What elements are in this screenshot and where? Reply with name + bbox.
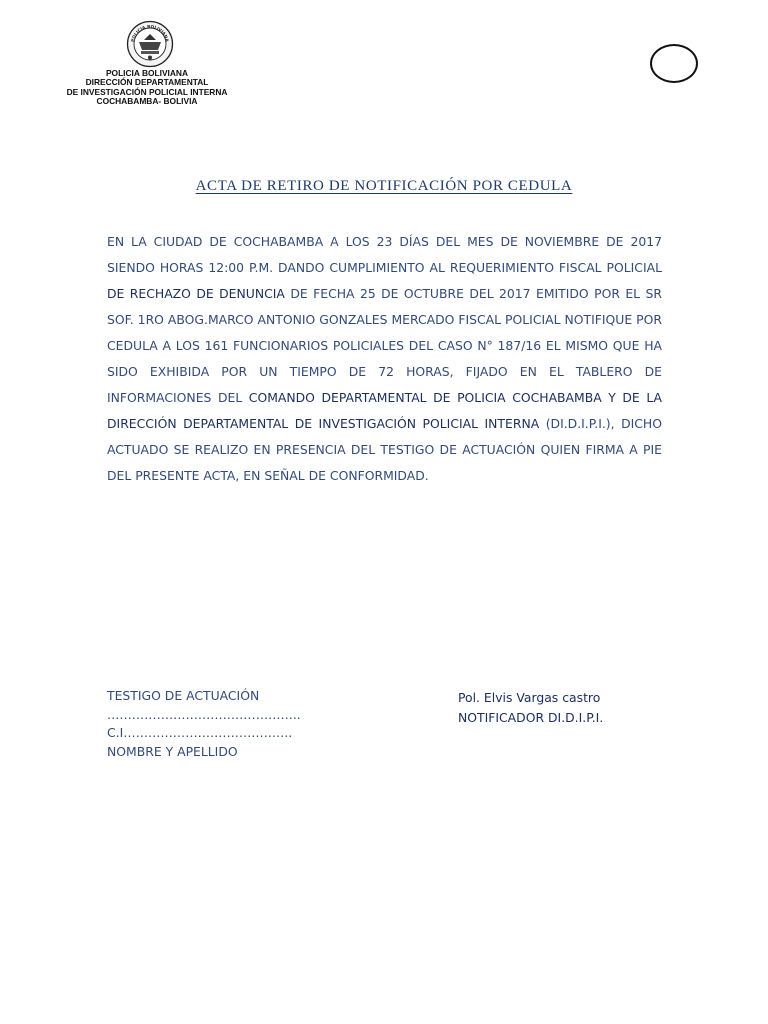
notifier-signature-block [458,688,678,727]
header-line: DE INVESTIGACIÓN POLICIAL INTERNA [66,86,228,97]
body-segment: DE FECHA 25 DE OCTUBRE DEL 2017 EMITIDO POR EL SR SOF. 1RO ABOG.MARCO ANTONIO GONZALES MERCADO FISCAL POLICIAL NOTIFIQUE POR CEDULA A LOS 161 FUNCIONARIOS POLICIALES DEL CASO N° 187/16 EL MISMO QUE HA SIDO EXHIBIDA POR UN TIEMPO DE 72 HORAS, FIJADO EN EL TABLERO DE INFORMACIONES DEL [107,286,662,405]
body-segment: (DI.D.I.P.I.), DICHO ACTUADO SE REALIZO EN PRESENCIA DEL TESTIGO DE ACTUACIÓN QUIEN FIRMA A PIE DEL PRESENTE ACTA, EN SEÑAL DE CONFORMIDAD. [107,416,662,483]
header-line: COCHABAMBA- BOLIVIA [96,96,198,107]
signature-line: ……………………………………….. [107,706,301,722]
witness-signature-block [107,687,347,762]
header-line: DIRECCIÓN DEPARTAMENTAL [85,77,209,88]
body-segment: EN LA CIUDAD DE COCHABAMBA A LOS 23 DÍAS DEL MES DE NOVIEMBRE DE 2017 SIENDO HORAS 12:00 P.M. DANDO CUMPLIMIENTO AL REQUERIMIENTO FISCAL POLICIAL [107,234,662,275]
header-line: POLICIA BOLIVIANA [105,68,189,78]
police-seal-icon [126,20,174,68]
notifier-name: Pol. Elvis Vargas castro [458,690,601,705]
circle-mark [650,44,698,83]
ci-line: C.I………………………………….. [107,725,293,741]
svg-text:POLICIA BOLIVIANA: POLICIA BOLIVIANA [130,23,170,43]
document-body [107,229,662,489]
document-title: ACTA DE RETIRO DE NOTIFICACIÓN POR CEDULA [195,178,573,194]
body-segment-highlight: DE RECHAZO DE DENUNCIA [107,286,285,301]
witness-label: TESTIGO DE ACTUACIÓN [107,688,260,703]
institution-header [60,69,234,107]
name-label: NOMBRE Y APELLIDO [107,744,238,760]
notifier-role: NOTIFICADOR DI.D.I.P.I. [458,709,604,725]
body-segment-highlight: COMANDO DEPARTAMENTAL DE POLICIA COCHABAMBA Y DE LA DIRECCIÓN DEPARTAMENTAL DE INVESTIGACIÓN POLICIAL INTERNA [107,390,662,431]
